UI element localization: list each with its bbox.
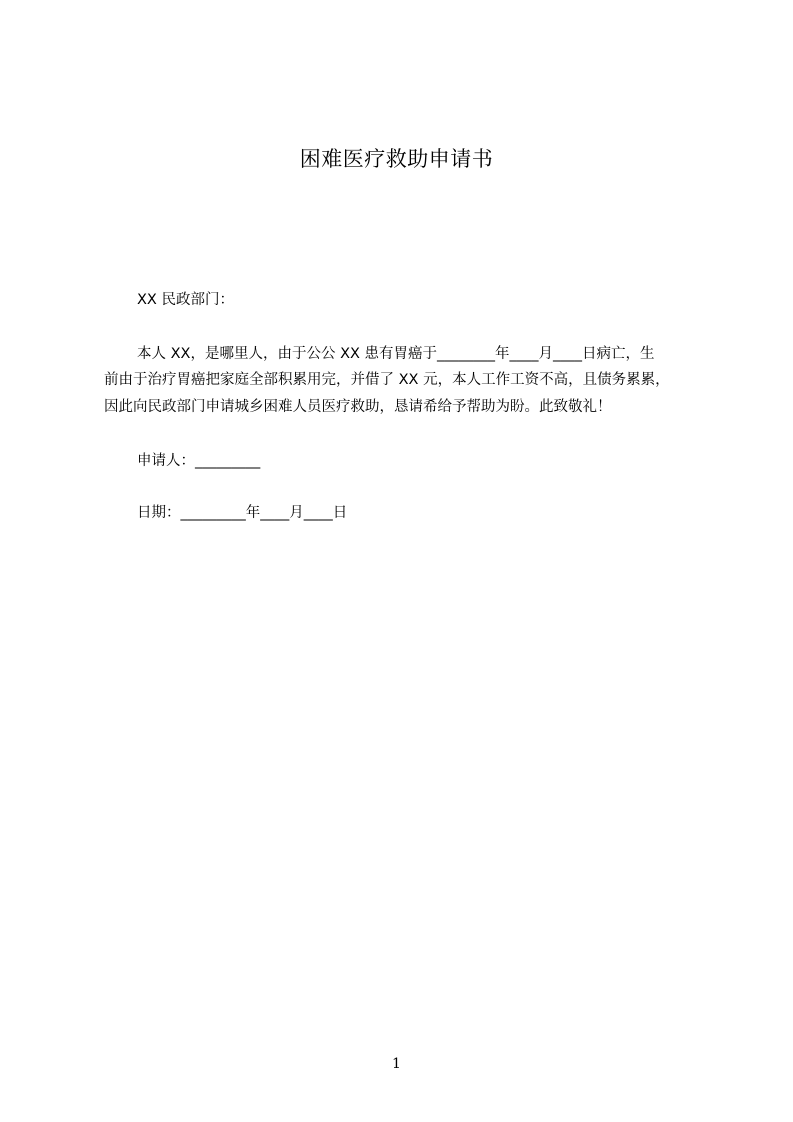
document-title: 困难医疗救助申请书 [299, 147, 494, 171]
body-line-2: 前由于治疗胃癌把家庭全部积累用完，并借了 XX 元，本人工作工资不高，且债务累累， [104, 372, 670, 388]
date-line: 日期：_________年____月____日 [137, 505, 348, 521]
applicant-signature-line: 申请人：_________ [137, 453, 261, 469]
body-line-3: 因此向民政部门申请城乡困难人员医疗救助，恳请希给予帮助为盼。此致敬礼！ [104, 399, 612, 415]
body-line-1: 本人 XX，是哪里人，由于公公 XX 患有胃癌于________年____月____日病亡，生 [137, 346, 655, 362]
salutation: XX 民政部门： [137, 292, 234, 308]
page-number: 1 [392, 1056, 401, 1072]
